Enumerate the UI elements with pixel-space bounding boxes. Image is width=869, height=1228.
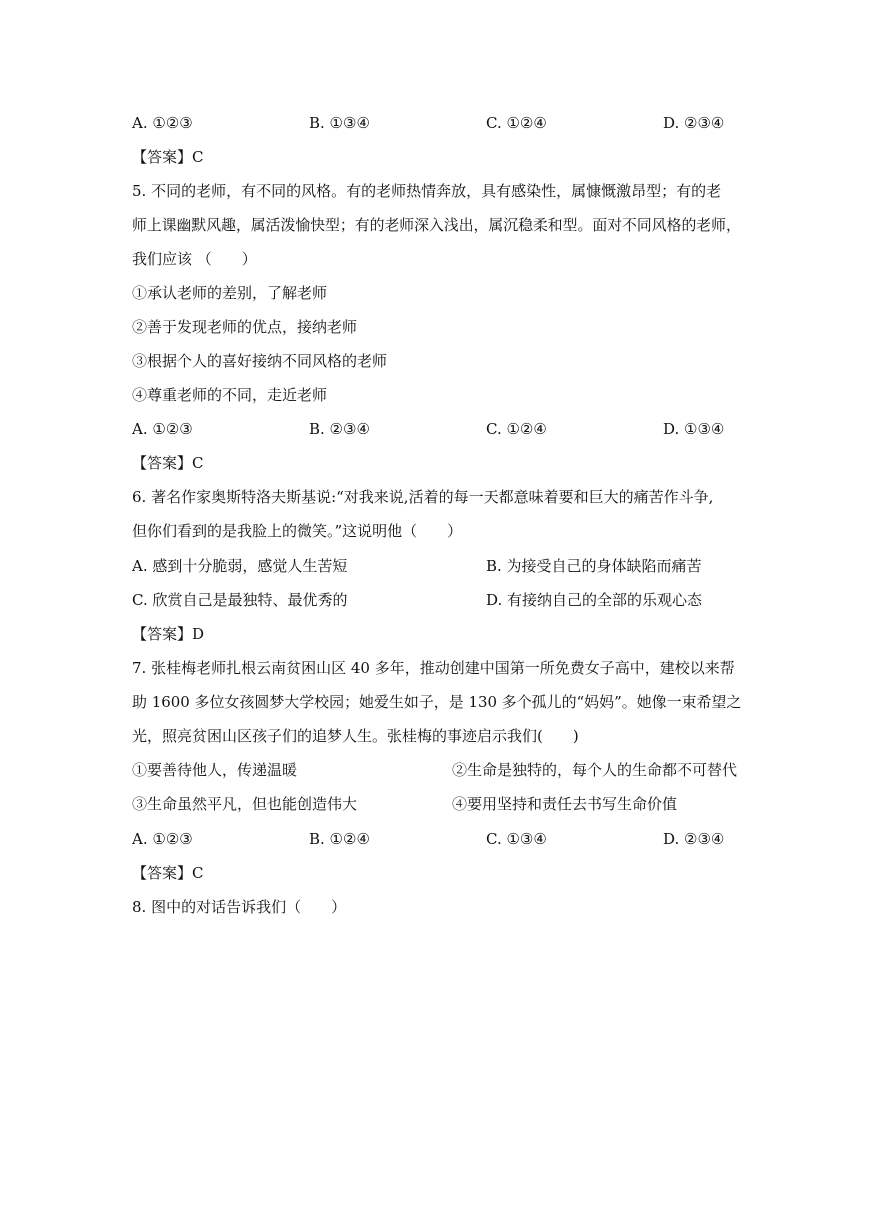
q5-answer: 【答案】C: [132, 454, 204, 472]
q7-statement-2: ②生命是独特的，每个人的生命都不可替代: [452, 761, 738, 779]
q6-option-a: A. 感到十分脆弱，感觉人生苦短: [132, 557, 348, 575]
q7-stem-line-2: 助 1600 多位女孩圆梦大学校园；她爱生如子，是 130 多个孤儿的“妈妈”。她像一束希望之: [132, 693, 742, 711]
q5-option-b: B. ②③④: [309, 420, 370, 438]
q7-statement-1: ①要善待他人，传递温暖: [132, 761, 298, 779]
q5-stem-line-2: 师上课幽默风趣，属活泼愉快型；有的老师深入浅出，属沉稳柔和型。面对不同风格的老师，: [132, 216, 741, 234]
q4-option-b: B. ①③④: [309, 114, 370, 132]
q5-option-d: D. ①③④: [663, 420, 725, 438]
q7-option-d: D. ②③④: [663, 830, 725, 848]
q8-stem-line-1: 8. 图中的对话告诉我们（ ）: [132, 898, 347, 916]
q7-option-c: C. ①③④: [486, 830, 547, 848]
q7-statement-3: ③生命虽然平凡，但也能创造伟大: [132, 795, 358, 813]
q5-stem-line-3: 我们应该 （ ）: [132, 250, 257, 268]
q6-stem-line-2: 但你们看到的是我脸上的微笑。”这说明他（ ）: [132, 522, 463, 540]
q4-answer: 【答案】C: [132, 148, 204, 166]
q4-option-d: D. ②③④: [663, 114, 725, 132]
q7-answer: 【答案】C: [132, 864, 204, 882]
q6-option-b: B. 为接受自己的身体缺陷而痛苦: [486, 557, 702, 575]
q5-option-a: A. ①②③: [132, 420, 193, 438]
q5-statement-4: ④尊重老师的不同，走近老师: [132, 386, 328, 404]
q5-option-c: C. ①②④: [486, 420, 547, 438]
q5-statement-1: ①承认老师的差别，了解老师: [132, 284, 328, 302]
q7-stem-line-3: 光，照亮贫困山区孩子们的追梦人生。张桂梅的事迹启示我们( ): [132, 727, 579, 745]
q7-option-b: B. ①②④: [309, 830, 370, 848]
q5-statement-3: ③根据个人的喜好接纳不同风格的老师: [132, 352, 388, 370]
q5-stem-line-1: 5. 不同的老师，有不同的风格。有的老师热情奔放，具有感染性，属慷慨激昂型；有的老: [132, 182, 722, 200]
q6-option-c: C. 欣赏自己是最独特、最优秀的: [132, 591, 348, 609]
q7-option-a: A. ①②③: [132, 830, 193, 848]
q6-answer: 【答案】D: [132, 625, 205, 643]
q5-statement-2: ②善于发现老师的优点，接纳老师: [132, 318, 358, 336]
q4-option-c: C. ①②④: [486, 114, 547, 132]
q7-statement-4: ④要用坚持和责任去书写生命价值: [452, 795, 678, 813]
q7-stem-line-1: 7. 张桂梅老师扎根云南贫困山区 40 多年，推动创建中国第一所免费女子高中，建校以来帮: [132, 659, 735, 677]
q4-option-a: A. ①②③: [132, 114, 193, 132]
q6-stem-line-1: 6. 著名作家奥斯特洛夫斯基说:“对我来说,活着的每一天都意味着要和巨大的痛苦作斗争,: [132, 488, 714, 506]
q6-option-d: D. 有接纳自己的全部的乐观心态: [486, 591, 703, 609]
